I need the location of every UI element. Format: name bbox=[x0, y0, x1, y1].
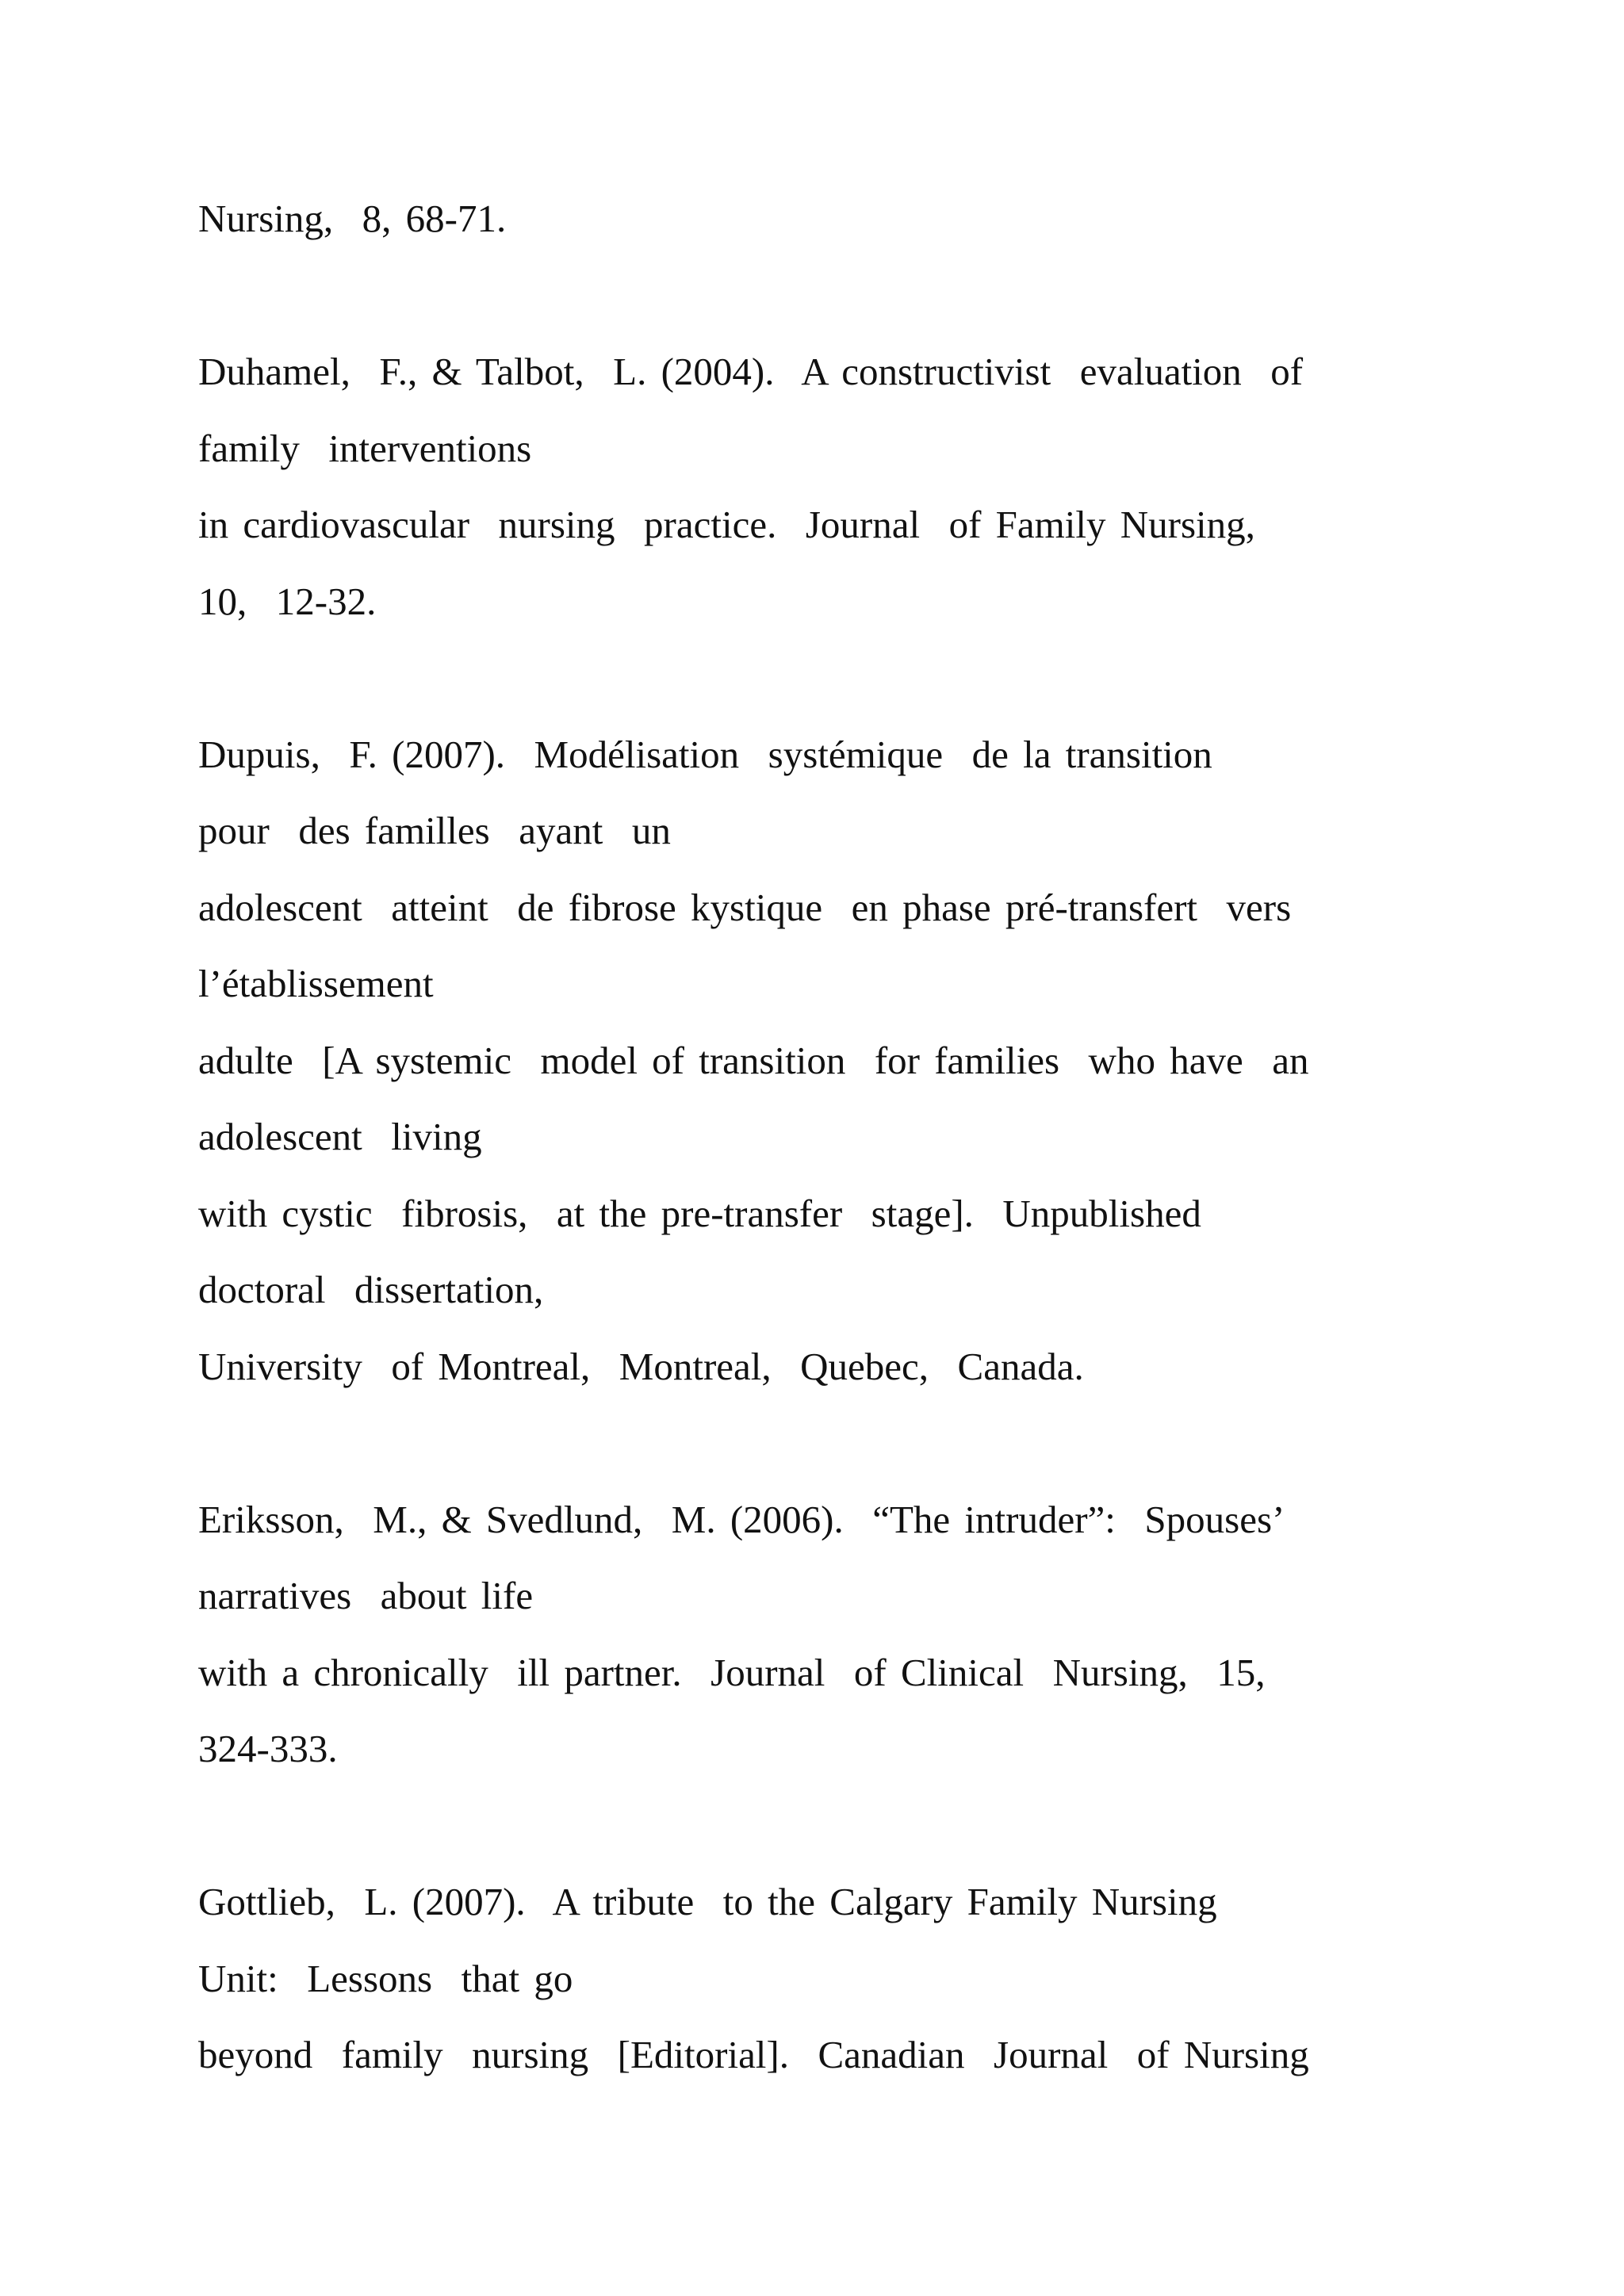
reference-line: 10, 12-32. bbox=[198, 579, 377, 623]
reference-entry-dupuis bbox=[198, 717, 1499, 1406]
reference-line: with cystic fibrosis, at the pre-transfer stage]. Unpublished bbox=[198, 1191, 1201, 1235]
reference-line: with a chronically ill partner. Journal of Clinical Nursing, 15, bbox=[198, 1650, 1266, 1694]
entry-spacer bbox=[198, 640, 1499, 717]
reference-line: pour des familles ayant un bbox=[198, 809, 671, 852]
reference-line: adulte [A systemic model of transition for families who have an bbox=[198, 1038, 1309, 1082]
entry-spacer bbox=[198, 1788, 1499, 1865]
reference-line: Gottlieb, L. (2007). A tribute to the Calgary Family Nursing bbox=[198, 1880, 1217, 1923]
reference-line: 324-333. bbox=[198, 1727, 338, 1770]
reference-line: family interventions bbox=[198, 426, 532, 470]
reference-entry-eriksson bbox=[198, 1482, 1499, 1788]
reference-list bbox=[198, 181, 1499, 2094]
reference-line: Eriksson, M., & Svedlund, M. (2006). “The intruder”: Spouses’ bbox=[198, 1497, 1285, 1541]
reference-line: narratives about life bbox=[198, 1574, 534, 1617]
reference-line: Dupuis, F. (2007). Modélisation systémique de la transition bbox=[198, 732, 1212, 776]
reference-line: Unit: Lessons that go bbox=[198, 1956, 573, 2000]
reference-line: beyond family nursing [Editorial]. Canadian Journal of Nursing bbox=[198, 2033, 1309, 2076]
reference-entry-prev-tail bbox=[198, 181, 1499, 258]
reference-line: adolescent living bbox=[198, 1115, 482, 1158]
reference-line: University of Montreal, Montreal, Quebec, Canada. bbox=[198, 1344, 1084, 1388]
reference-line: in cardiovascular nursing practice. Journal of Family Nursing, bbox=[198, 503, 1255, 546]
reference-line: doctoral dissertation, bbox=[198, 1268, 544, 1311]
entry-spacer bbox=[198, 258, 1499, 335]
reference-entry-gottlieb bbox=[198, 1864, 1499, 2094]
reference-line: l’établissement bbox=[198, 962, 434, 1005]
reference-line: Duhamel, F., & Talbot, L. (2004). A constructivist evaluation of bbox=[198, 350, 1304, 393]
entry-spacer bbox=[198, 1405, 1499, 1482]
reference-entry-duhamel bbox=[198, 334, 1499, 640]
reference-line: adolescent atteint de fibrose kystique en phase pré-transfert vers bbox=[198, 885, 1292, 929]
reference-line: Nursing, 8, 68-71. bbox=[198, 197, 507, 240]
